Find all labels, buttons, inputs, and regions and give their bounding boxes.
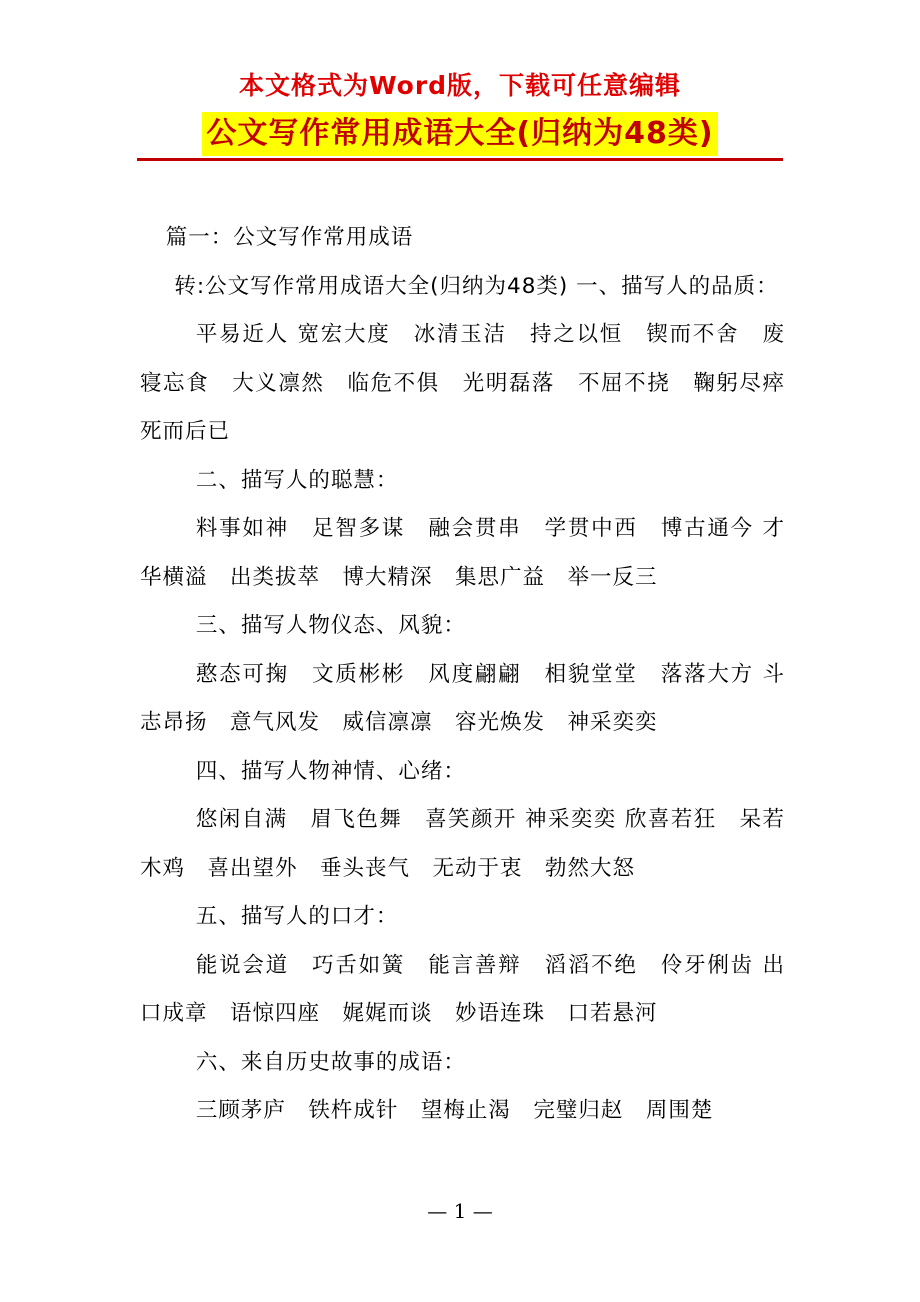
paragraph-heading-history: 六、来自历史故事的成语： bbox=[195, 1049, 466, 1075]
document-body bbox=[140, 214, 808, 1136]
paragraph-intro: 转:公文写作常用成语大全(归纳为48类) 一、描写人的品质： bbox=[174, 273, 779, 299]
paragraph-idioms-character: 平易近人 宽宏大度 冰清玉洁 持之以恒 锲而不舍 废寝忘食 大义凛然 临危不俱 光明磊落 不屈不挠 鞠躬尽瘁 死而后已 bbox=[140, 322, 808, 444]
paragraph-idioms-emotion: 悠闲自满 眉飞色舞 喜笑颜开 神采奕奕 欣喜若狂 呆若木鸡 喜出望外 垂头丧气 无动于衷 勃然大怒 bbox=[140, 807, 785, 881]
paragraph-idioms-intelligence: 料事如神 足智多谋 融会贯串 学贯中西 博古通今 才华横溢 出类拔萃 博大精深 集思广益 举一反三 bbox=[140, 516, 785, 590]
format-notice: 本文格式为Word版，下载可任意编辑 bbox=[238, 71, 682, 100]
document-title: 公文写作常用成语大全(归纳为48类) bbox=[202, 112, 717, 156]
paragraph-idioms-history: 三顾茅庐 铁杵成针 望梅止渴 完璧归赵 周围楚 bbox=[195, 1098, 714, 1123]
paragraph-idioms-eloquence: 能说会道 巧舌如簧 能言善辩 滔滔不绝 伶牙俐齿 出口成章 语惊四座 娓娓而谈 妙语连珠 口若悬河 bbox=[140, 952, 785, 1026]
paragraph-heading-eloquence: 五、描写人的口才： bbox=[195, 904, 399, 929]
title-container bbox=[0, 112, 920, 156]
paragraph-heading-emotion: 四、描写人物神情、心绪： bbox=[195, 758, 466, 784]
paragraph-section-heading: 篇一：公文写作常用成语 bbox=[165, 225, 414, 250]
paragraph-heading-intelligence: 二、描写人的聪慧： bbox=[195, 467, 399, 493]
title-underline bbox=[137, 158, 783, 161]
page-number: — 1 — bbox=[427, 1199, 493, 1223]
paragraph-idioms-appearance: 憨态可掬 文质彬彬 风度翩翩 相貌堂堂 落落大方 斗志昂扬 意气风发 威信凛凛 容光焕发 神采奕奕 bbox=[140, 661, 785, 735]
paragraph-heading-appearance: 三、描写人物仪态、风貌： bbox=[195, 613, 466, 638]
